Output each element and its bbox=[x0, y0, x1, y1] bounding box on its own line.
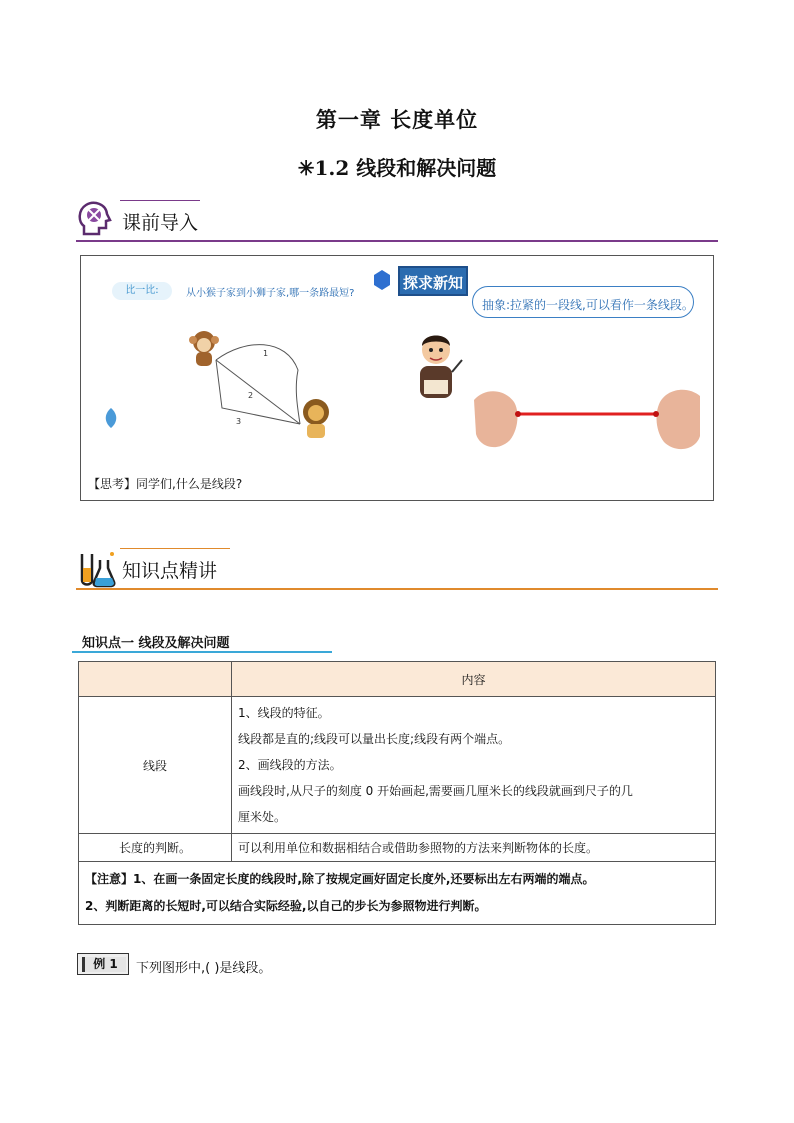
table-row-label: 长度的判断。 bbox=[79, 834, 232, 862]
path-label-3: 3 bbox=[236, 417, 242, 426]
stretched-string-illustration bbox=[474, 378, 700, 456]
think-prompt: 【思考】同学们,什么是线段? bbox=[88, 477, 243, 491]
table-row-label: 线段 bbox=[79, 697, 232, 834]
intro-heading-bar bbox=[76, 200, 718, 242]
intro-heading-label: 课前导入 bbox=[122, 212, 199, 234]
table-header-row bbox=[79, 662, 716, 697]
content-line: 线段都是直的;线段可以量出长度;线段有两个端点。 bbox=[238, 732, 511, 746]
lion-icon bbox=[303, 399, 329, 438]
content-line: 1、线段的特征。 bbox=[238, 706, 330, 720]
content-line: 2、画线段的方法。 bbox=[238, 758, 342, 772]
compare-bubble: 比一比: bbox=[112, 282, 172, 300]
path-illustration bbox=[186, 320, 336, 440]
knowledge-table bbox=[78, 661, 716, 925]
path-label-1: 1 bbox=[263, 349, 269, 358]
teacher-icon bbox=[412, 328, 464, 408]
table-row-content: 可以利用单位和数据相结合或借助参照物的方法来判断物体的长度。 bbox=[232, 834, 716, 862]
content-line: 厘米处。 bbox=[238, 810, 287, 824]
table-note-row bbox=[79, 862, 716, 925]
heading-underline bbox=[76, 240, 718, 242]
table-header-cell bbox=[79, 662, 232, 697]
leaf-decoration-icon bbox=[104, 408, 118, 428]
heading-underline bbox=[76, 588, 718, 590]
knowledge-point-title: 知识点一 线段及解决问题 bbox=[82, 636, 230, 651]
knowledge-heading-label: 知识点精讲 bbox=[122, 560, 218, 582]
table-row bbox=[79, 834, 716, 862]
lab-flask-icon bbox=[76, 550, 116, 588]
knowledge-point-underline bbox=[72, 651, 332, 653]
example-badge: 例 1 bbox=[82, 957, 126, 972]
head-gear-icon bbox=[76, 200, 112, 240]
chapter-title: 第一章 长度单位 bbox=[315, 107, 479, 132]
section-title: ✳1.2 线段和解决问题 bbox=[297, 156, 497, 180]
heading-topline bbox=[120, 200, 200, 201]
abstract-text: 抽象:拉紧的一段线,可以看作一条线段。 bbox=[482, 298, 694, 312]
new-knowledge-tag: 探求新知 bbox=[398, 266, 468, 296]
hexagon-icon bbox=[374, 270, 390, 290]
knowledge-heading-bar bbox=[76, 548, 718, 590]
note-line: 2、判断距离的长短时,可以结合实际经验,以自己的步长为参照物进行判断。 bbox=[85, 899, 487, 913]
table-row bbox=[79, 697, 716, 834]
table-note-cell bbox=[79, 862, 716, 925]
content-line: 画线段时,从尺子的刻度 0 开始画起,需要画几厘米长的线段就画到尺子的几 bbox=[238, 784, 633, 798]
table-header-cell: 内容 bbox=[232, 662, 716, 697]
table-row-content bbox=[232, 697, 716, 834]
example-question: 下列图形中,( )是线段。 bbox=[136, 961, 272, 976]
path-question: 从小猴子家到小狮子家,哪一条路最短? bbox=[186, 288, 355, 299]
heading-topline bbox=[120, 548, 230, 549]
monkey-icon bbox=[189, 331, 219, 366]
note-line: 【注意】1、在画一条固定长度的线段时,除了按规定画好固定长度外,还要标出左右两端的端点。 bbox=[85, 872, 595, 886]
path-label-2: 2 bbox=[248, 391, 254, 400]
